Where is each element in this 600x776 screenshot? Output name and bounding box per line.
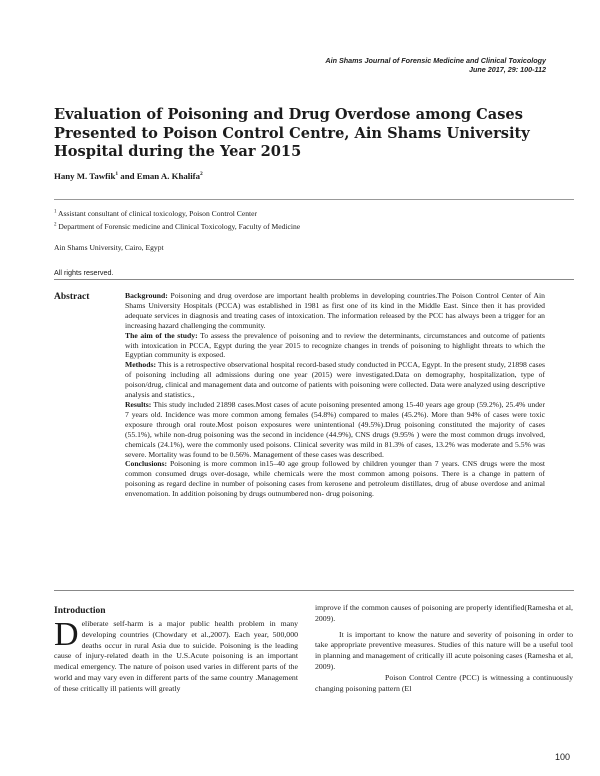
author-line [54, 171, 203, 181]
affiliation-city: Ain Shams University, Cairo, Egypt [54, 243, 164, 252]
methods-label: Methods: [125, 360, 156, 370]
drop-cap: D [54, 616, 79, 653]
abstract-aim [125, 331, 545, 361]
background-label: Background: [125, 291, 168, 300]
paper-title: Evaluation of Poisoning and Drug Overdose among Cases Presented to Poison Control Centre, Ain Shams University Hospital during the Year 2015 [54, 106, 530, 160]
intro-paragraph-2: improve if the common causes of poisoning are properly identified(Ramesha et al, 2009). [315, 603, 573, 623]
author-2-affiliation-mark: 2 [200, 171, 203, 178]
author-1: Hany M. Tawfik [54, 171, 116, 181]
affiliation-2-text: Department of Forensic medicine and Clinical Toxicology, Faculty of Medicine [56, 222, 301, 231]
rights-notice: All rights reserved. [54, 268, 114, 277]
aim-text: To assess the prevalence of poisoning and to review the determinants, circumstances and outcome of patients with intoxication in PCCA, Egypt during the year 2015 to recognize changes in trends of poisoning to highlight threats to which the Egyptian community is exposed. [125, 330, 545, 360]
intro-column-left [54, 616, 298, 695]
affiliation-2 [54, 222, 300, 231]
introduction-heading: Introduction [54, 606, 106, 616]
author-1-affiliation-mark: 1 [115, 171, 119, 178]
abstract-conclusions [125, 459, 545, 499]
intro-paragraph-3: It is important to know the nature and severity of poisoning in order to take appropriate preventive measures. Studies of this nature will be a useful tool in planning and management of critically ill acute poisoning cases (Ramesha et al, 2009). [315, 629, 573, 671]
divider [54, 590, 574, 591]
intro-column-right [315, 603, 573, 694]
intro-paragraph-1-text: eliberate self-harm is a major public health problem in many developing countries (Chowdary et al.,2007). Each year, 500,000 deaths occur in rural Asia due to suicide. Poisoning is the leading cause of injury-related death in the U.S.Acute poisoning is an important medical emergency. The nature of poison used varies in different parts of the world and may vary even in different parts of the same country .Management of these critically ill patients will greatly [54, 619, 298, 693]
affiliation-1-mark: 1 [54, 209, 57, 215]
abstract-label: Abstract [54, 292, 90, 302]
abstract-background [125, 291, 545, 331]
abstract-results [125, 400, 545, 459]
affiliation-2-mark: 2 [54, 222, 57, 228]
intro-paragraph-1 [54, 616, 298, 695]
author-conjunction: and [118, 171, 137, 181]
author-2: Eman A. Khalifa [136, 171, 201, 181]
abstract-methods [125, 360, 545, 400]
results-text: This study included 21898 cases.Most cases of acute poisoning presented among 15-40 years age group (59.2%), 25.4% under 7 years old. Incidence was more common among females (54.8%) compared to males (45.2%). More than 94% of cases were toxic exposure through oral route.Most poison exposures were unintentional (49.5%).Drug poisoning constituted the majority of cases (55.1%), while non-drug poisoning was the second in incidence (44.9%), CNS drugs (9.95% ) were the most common drugs involved, chemicals (24.1%), were the commonly used poisons. Clinical severity was mild in 81.3% of cases, 13.2% was moderate and 5.5% was severe. Mortality was found to be 0.56%. Management of these cases was described. [125, 399, 545, 459]
results-label: Results: [125, 399, 152, 409]
divider [54, 279, 574, 280]
journal-header [325, 56, 546, 74]
conclusions-label: Conclusions: [125, 459, 168, 469]
affiliation-1 [54, 209, 257, 218]
background-text: Poisoning and drug overdose are important health problems in developing countries.The Poison Control Center of Ain Shams University Hospitals (PCCA) was established in 1981 as first one of its kind in the Middle East. Since then it has provided adequate services in diagnosis and treating cases of intoxication. The information released by the PCC has always been a trigger for an increasing hazard challenging the community. [125, 291, 545, 330]
abstract-body [125, 291, 545, 499]
journal-issue: June 2017, 29: 100-112 [469, 65, 546, 74]
conclusions-text: Poisoning is more common in15–40 age group followed by children younger than 7 years. CNS drugs were the most common consumed drugs over-dosage, while chemicals were the most common among poisons. There is a change in pattern of poisoning as regard decline in number of poisoning cases from kerosene and petroleum distillates, drug of abuse overdose and animal envenomation. In addition poisoning by drugs outnumbered non- drug poisoning. [125, 459, 545, 499]
aim-label: The aim of the study: [125, 330, 198, 340]
journal-name: Ain Shams Journal of Forensic Medicine and Clinical Toxicology [325, 56, 546, 65]
intro-paragraph-4: Poison Control Centre (PCC) is witnessing a continuously changing poisoning pattern (El [315, 672, 573, 693]
affiliation-1-text: Assistant consultant of clinical toxicology, Poison Control Center [56, 209, 258, 218]
divider [54, 199, 574, 200]
page-number: 100 [554, 752, 570, 762]
methods-text: This is a retrospective observational hospital record-based study conducted in PCCA, Egypt. In the present study, 21898 cases of poisoning including all admissions during one year (2015) were investigated.Data on demography, hospitalization, type of poison/drug, clinical and management data and outcome of patients with poisoning were collected. Data were analyzed using descriptive analysis and statistics., [125, 360, 545, 400]
